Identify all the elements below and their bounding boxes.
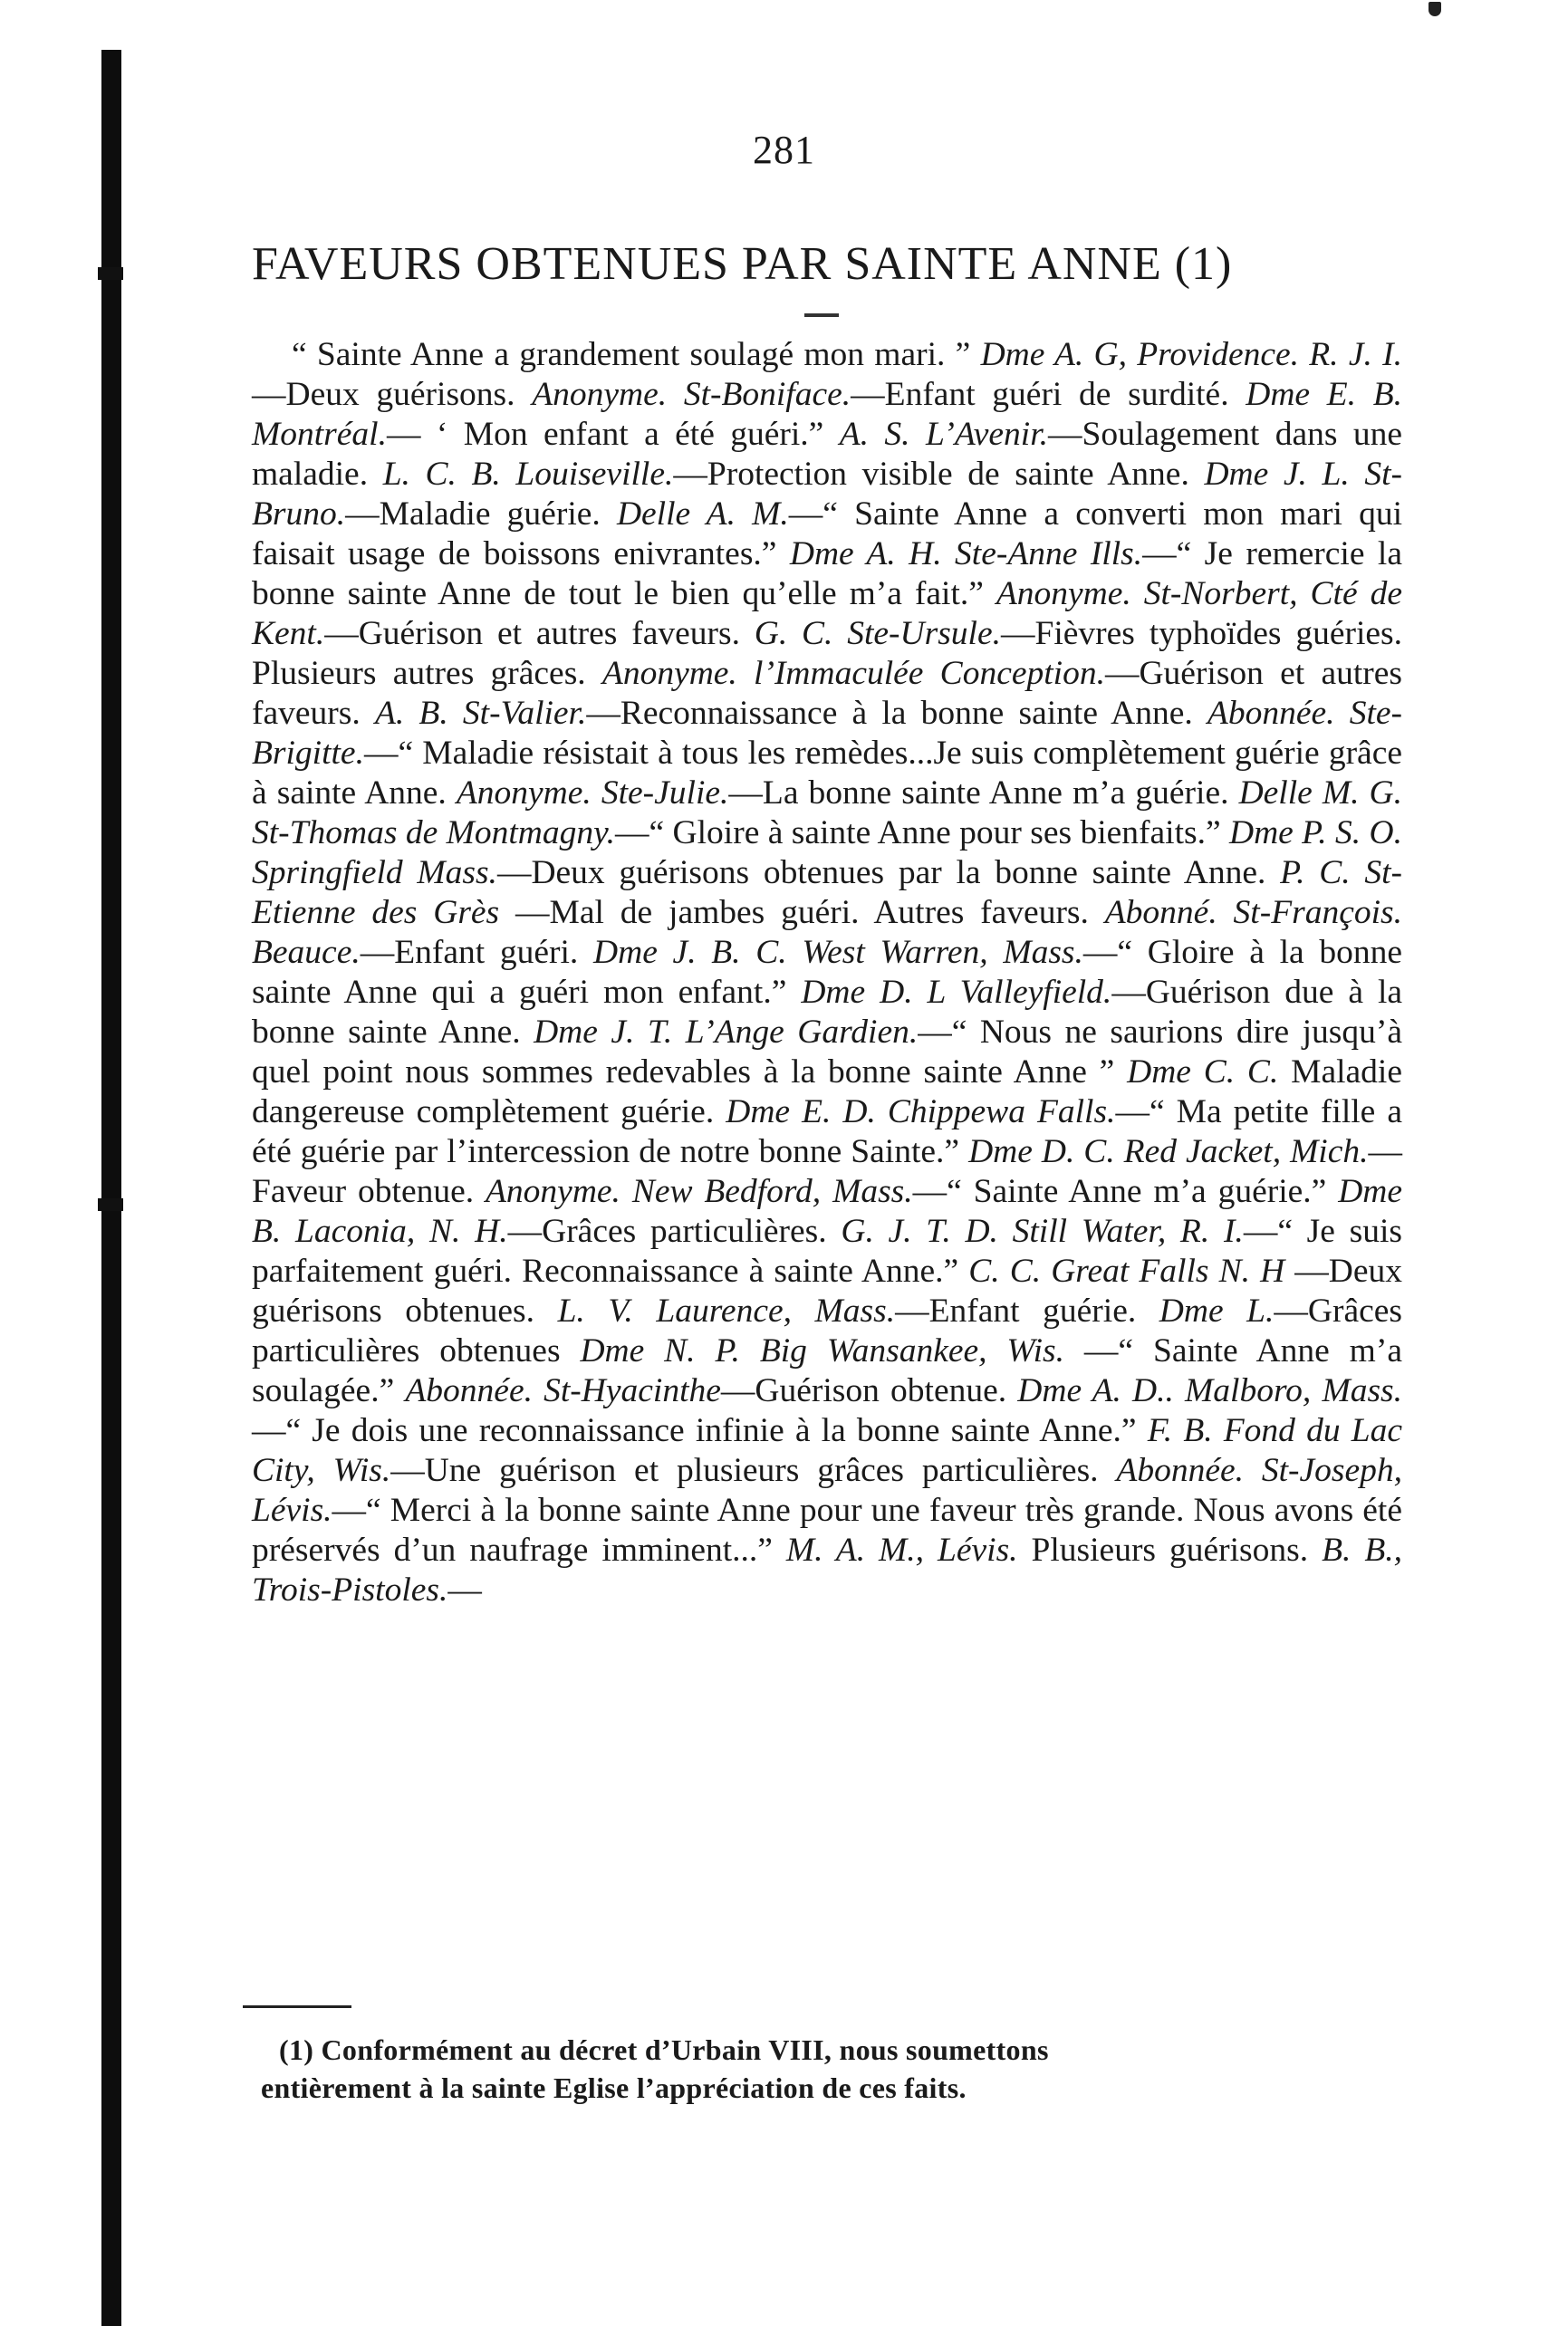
testimony-text: —Enfant guérie. [895, 1293, 1159, 1330]
testimony-text: —Protection visible de sainte Anne. [673, 456, 1205, 493]
testimony-text: —Reconnaissance à la bonne sainte Anne. [586, 695, 1207, 732]
testimony-text: —“ Je remercie la bonne sainte Anne de tout le bien qu’elle m’a fait.” [252, 535, 1402, 612]
attribution-text: Dme A. H. Ste-Anne Ills. [789, 535, 1143, 572]
attribution-text: Delle A. M. [616, 495, 789, 533]
page-title: FAVEURS OBTENUES PAR SAINTE ANNE (1) [252, 238, 1233, 290]
testimony-text: —“ Gloire à sainte Anne pour ses bienfaits.” [615, 814, 1229, 851]
attribution-text: Dme J. B. C. West Warren, Mass. [593, 934, 1083, 971]
attribution-text: L. V. Laurence, Mass. [557, 1293, 896, 1330]
attribution-text: Dme L. [1159, 1293, 1275, 1330]
attribution-text: Abonné. St-François. Beauce. [252, 894, 1402, 971]
body-text [252, 335, 1402, 1610]
attribution-text: Dme D. C. Red Jacket, Mich. [968, 1133, 1369, 1170]
footnote [234, 2031, 1411, 2107]
testimony-text: —Deux guérisons obtenues par la bonne sainte Anne. [496, 854, 1281, 891]
testimony-text: — [447, 1571, 482, 1609]
attribution-text: G. C. Ste-Ursule. [754, 615, 1001, 652]
attribution-text: A. B. St-Valier. [374, 695, 587, 732]
testimony-text: —“ Je dois une reconnaissance infinie à la bonne sainte Anne.” [252, 1412, 1148, 1449]
attribution-text: Dme A. G, Providence. R. J. I. [980, 336, 1402, 373]
attribution-text: Anonyme. New Bedford, Mass. [486, 1173, 913, 1210]
testimony-text: —Guérison due à la bonne sainte Anne. [252, 974, 1403, 1051]
testimony-text: —Enfant guéri de surdité. [851, 376, 1246, 413]
attribution-text: Anonyme. Ste-Julie. [456, 774, 729, 812]
testimony-text: —“ Ma petite fille a été guérie par l’intercession de notre bonne Sainte.” [252, 1093, 1402, 1170]
testimony-text: Plusieurs guérisons. [1017, 1532, 1323, 1569]
attribution-text: Abonnée. St-Hyacinthe [405, 1372, 721, 1409]
attribution-text: Dme E. D. Chippewa Falls. [726, 1093, 1116, 1130]
attribution-text: Dme E. B. Montréal. [252, 376, 1403, 453]
testimony-text: —La bonne sainte Anne m’a guérie. [728, 774, 1239, 812]
testimony-text: “ Sainte Anne a grandement soulagé mon mari. ” [292, 336, 981, 373]
attribution-text: Dme N. P. Big Wansankee, Wis. [580, 1332, 1064, 1370]
attribution-text: Dme P. S. O. Springfield Mass. [252, 814, 1402, 891]
page-number: 281 [753, 128, 815, 172]
testimony-text: —Faveur obtenue. [252, 1133, 1403, 1210]
attribution-text: F. B. Fond du Lac City, Wis. [252, 1412, 1402, 1489]
attribution-text: Anonyme. l’Immaculée Conception. [601, 655, 1105, 692]
testimony-text: — ‘ Mon enfant a été guéri.” [386, 416, 840, 453]
footnote-line: (1) Conformément au décret d’Urbain VIII, nous soumettons [279, 2033, 1049, 2066]
testimony-text: —“ Nous ne saurions dire jusqu’à quel point nous sommes redevables à la bonne sainte Anne ” [252, 1014, 1403, 1091]
attribution-text: Dme B. Laconia, N. H. [252, 1173, 1402, 1250]
testimony-text: —Une guérison et plusieurs grâces particulières. [390, 1452, 1117, 1489]
body-paragraph [252, 335, 1402, 1610]
testimony-text: —“ Gloire à la bonne sainte Anne qui a guéri mon enfant.” [252, 934, 1403, 1011]
testimony-text: —“ Sainte Anne m’a guérie.” [912, 1173, 1339, 1210]
attribution-text: M. A. M., Lévis. [785, 1532, 1018, 1569]
testimony-text: —“ Je suis parfaitement guéri. Reconnaissance à sainte Anne.” [252, 1213, 1403, 1290]
testimony-text: —“ Merci à la bonne sainte Anne pour une faveur très grande. Nous avons été préservés d’un naufrage imminent...” [252, 1492, 1402, 1569]
footnote-line: entièrement à la sainte Eglise l’appréciation de ces faits. [261, 2071, 967, 2104]
attribution-text: L. C. B. Louiseville. [382, 456, 674, 493]
testimony-text: —“ Sainte Anne a converti mon mari qui faisait usage de boissons enivrantes.” [252, 495, 1402, 572]
binding-edge [101, 50, 121, 2326]
binding-notch [98, 267, 123, 280]
testimony-text: —Guérison et autres faveurs. [324, 615, 755, 652]
testimony-text: —Maladie guérie. [345, 495, 617, 533]
testimony-text: —Mal de jambes guéri. Autres faveurs. [499, 894, 1105, 931]
testimony-text: Maladie dangereuse complètement guérie. [252, 1053, 1402, 1130]
testimony-text: —Guérison et autres faveurs. [252, 655, 1402, 732]
attribution-text: Dme A. D.. Malboro, Mass. [1017, 1372, 1403, 1409]
testimony-text: —Deux guérisons. [252, 376, 533, 413]
testimony-text: —Deux guérisons obtenues. [252, 1253, 1402, 1330]
attribution-text: B. B., Trois-Pistoles. [252, 1532, 1403, 1609]
attribution-text: G. J. T. D. Still Water, R. I. [841, 1213, 1244, 1250]
attribution-text: Abonnée. St-Joseph, Lévis. [252, 1452, 1402, 1529]
testimony-text: —“ Maladie résistait à tous les remèdes...Je suis complètement guérie grâce à sainte Anne. [252, 735, 1402, 812]
testimony-text: —Grâces particulières obtenues [252, 1293, 1403, 1370]
title-divider [804, 313, 839, 317]
testimony-text: —Enfant guéri. [360, 934, 594, 971]
testimony-text: —Fièvres typhoïdes guéries. Plusieurs autres grâces. [252, 615, 1403, 692]
attribution-text: C. C. Great Falls N. H [968, 1253, 1285, 1290]
testimony-text: —Grâces particulières. [507, 1213, 842, 1250]
attribution-text: Abonnée. Ste-Brigitte. [252, 695, 1402, 772]
attribution-text: Anonyme. St-Norbert, Cté de Kent. [252, 575, 1402, 652]
attribution-text: Dme C. C. [1127, 1053, 1279, 1091]
attribution-text: Anonyme. St-Boniface. [532, 376, 851, 413]
attribution-text: Delle M. G. St-Thomas de Montmagny. [252, 774, 1402, 851]
attribution-text: Dme J. L. St-Bruno. [252, 456, 1402, 533]
attribution-text: P. C. St-Etienne des Grès [252, 854, 1402, 931]
binding-notch [98, 1198, 123, 1211]
attribution-text: Dme D. L Valleyfield. [801, 974, 1112, 1011]
scan-mark [1429, 2, 1441, 16]
testimony-text: —“ Sainte Anne m’a soulagée.” [252, 1332, 1402, 1409]
testimony-text: —Guérison obtenue. [720, 1372, 1018, 1409]
footnote-divider [243, 2005, 351, 2008]
testimony-text: —Soulagement dans une maladie. [252, 416, 1402, 493]
attribution-text: A. S. L’Avenir. [839, 416, 1049, 453]
attribution-text: Dme J. T. L’Ange Gardien. [534, 1014, 919, 1051]
